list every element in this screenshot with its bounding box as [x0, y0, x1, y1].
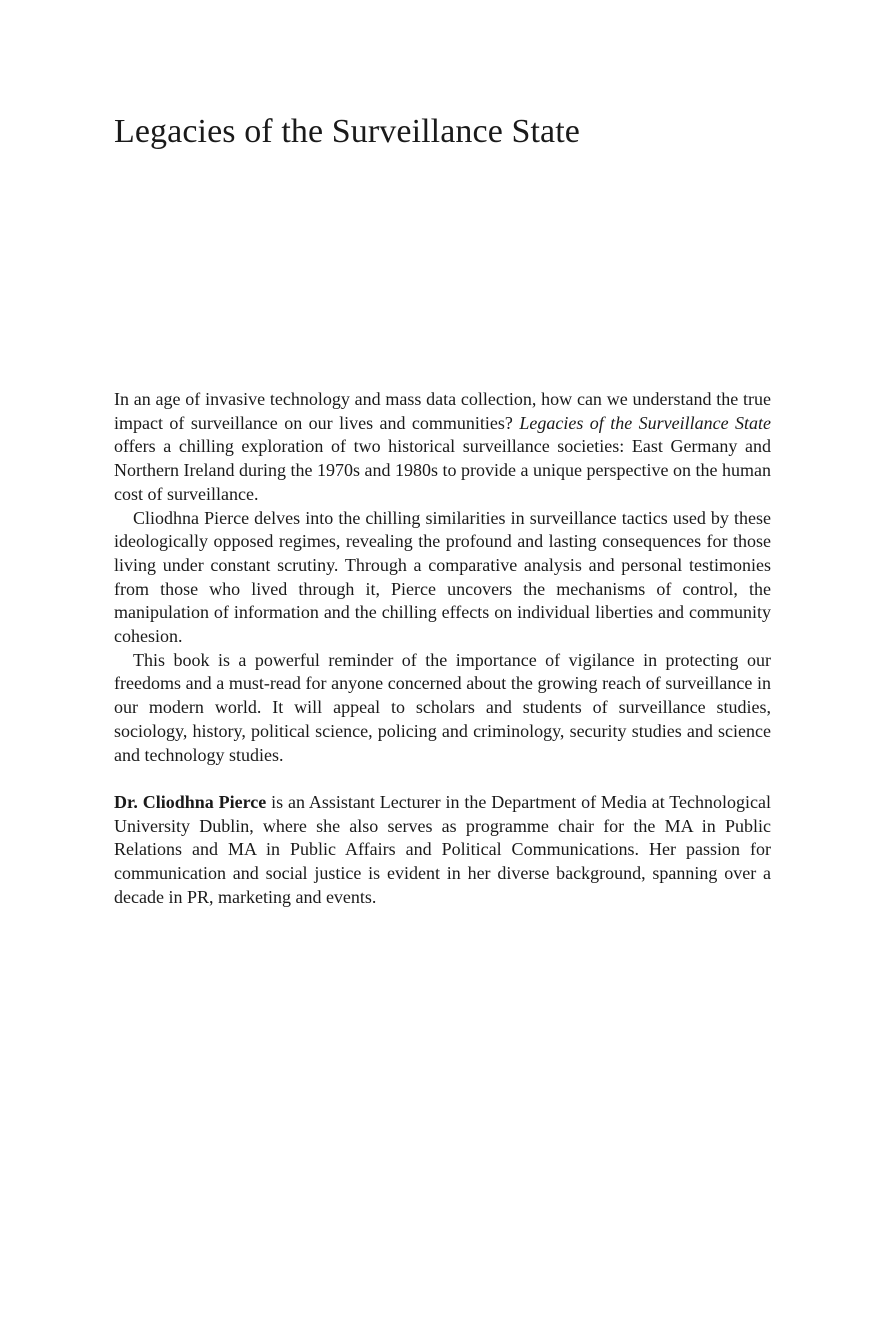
description-paragraph-1	[114, 388, 771, 507]
book-description	[114, 388, 771, 909]
author-bio-text: is an Assistant Lecturer in the Department of Media at Technological University Dublin, where she also serves as programme chair for the MA in Public Relations and MA in Public Affairs and Political Communications. Her passion for communication and social justice is evident in her diverse background, spanning over a decade in PR, marketing and events.	[114, 791, 772, 907]
paragraph-1-lead: In an age of invasive technology and mass data collection, how can we understand the true impact of surveillance on our lives and communities?	[114, 389, 771, 433]
paragraph-1-book-title: Legacies of the Surveillance State	[519, 412, 771, 433]
description-paragraph-2: Cliodhna Pierce delves into the chilling similarities in surveillance tactics used by these ideologically opposed regimes, revealing the profound and lasting consequences for those living under constant scrutiny. Through a comparative analysis and personal testimonies from those who lived through it, Pierce uncovers the mechanisms of control, the manipulation of information and the chilling effects on individual liberties and community cohesion.	[114, 507, 771, 647]
book-title: Legacies of the Surveillance State	[114, 113, 580, 150]
author-bio	[114, 791, 771, 910]
paragraph-1-rest: offers a chilling exploration of two historical surveillance societies: East Germany and Northern Ireland during the 1970s and 1980s to provide a unique perspective on the human cost of surveillance.	[114, 436, 771, 504]
author-name: Dr. Cliodhna Pierce	[114, 791, 267, 812]
description-paragraph-3: This book is a powerful reminder of the importance of vigilance in protecting our freedoms and a must-read for anyone concerned about the growing reach of surveillance in our modern world. It will appeal to scholars and students of surveillance studies, sociology, history, political science, policing and criminology, security studies and science and technology studies.	[114, 649, 771, 765]
